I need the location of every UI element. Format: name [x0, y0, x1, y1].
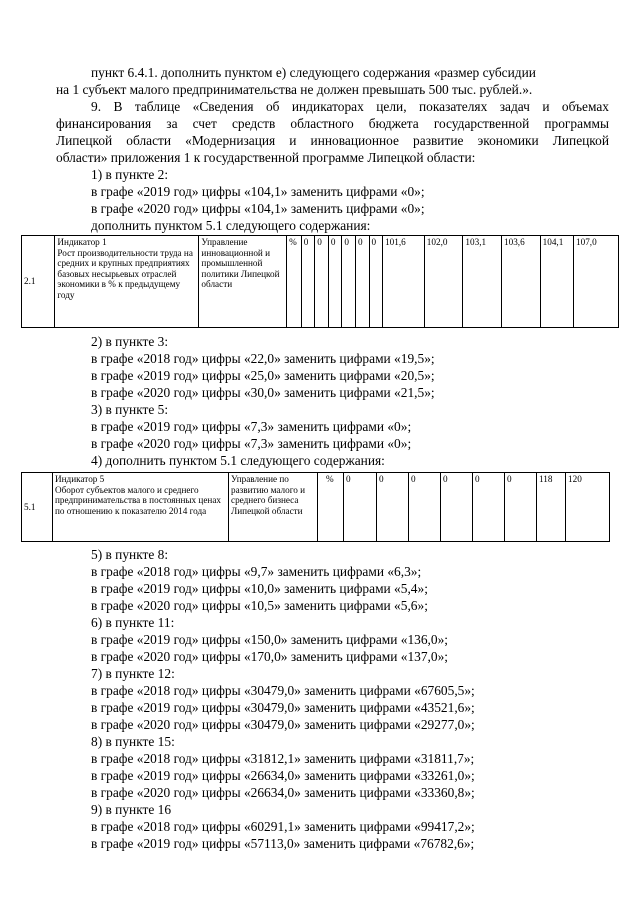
table-cell: Индикатор 1 Рост производительности труда на средних и крупных предприятиях базовых несырьевых отраслей экономики в % к предыдущему году — [55, 236, 199, 328]
table-cell: 103,6 — [502, 236, 541, 328]
table-cell: Управление инновационной и промышленной политики Липецкой области — [199, 236, 287, 328]
table-cell: Управление по развитию малого и среднего бизнеса Липецкой области — [229, 473, 318, 542]
text-line: финансирования за счет средств областного бюджета государственной программы — [56, 116, 609, 131]
text-line: 2) в пункте 3: — [91, 334, 169, 349]
table-cell: 0 — [301, 236, 315, 328]
table-cell: 118 — [537, 473, 566, 542]
text-line: в графе «2019 год» цифры «150,0» заменить цифрами «136,0»; — [91, 632, 448, 647]
text-line: Липецкой области «Модернизация и инновационное развитие экономики Липецкой — [56, 133, 609, 148]
text-line: в графе «2019 год» цифры «30479,0» заменить цифрами «43521,6»; — [91, 700, 475, 715]
text-line: в графе «2020 год» цифры «170,0» заменить цифрами «137,0»; — [91, 649, 448, 664]
table-cell: % — [287, 236, 302, 328]
text-line: в графе «2018 год» цифры «30479,0» заменить цифрами «67605,5»; — [91, 683, 475, 698]
table-cell: 0 — [441, 473, 473, 542]
table-cell: 0 — [409, 473, 441, 542]
text-line: в графе «2019 год» цифры «25,0» заменить цифрами «20,5»; — [91, 368, 435, 383]
table-cell: 0 — [355, 236, 369, 328]
text-line: в графе «2018 год» цифры «9,7» заменить цифрами «6,3»; — [91, 564, 422, 579]
text-line: в графе «2018 год» цифры «22,0» заменить цифрами «19,5»; — [91, 351, 435, 366]
table-cell: 104,1 — [540, 236, 573, 328]
text-line: 8) в пункте 15: — [91, 734, 175, 749]
indicator-table-1 — [21, 235, 619, 328]
table-cell: 2.1 — [22, 236, 55, 328]
table-row — [22, 473, 610, 542]
table-cell: 103,1 — [463, 236, 502, 328]
text-line: области» приложения 1 к государственной программе Липецкой области: — [56, 150, 476, 165]
table-cell: 101,6 — [383, 236, 425, 328]
table-cell: 0 — [377, 473, 409, 542]
indicator-table-2 — [21, 472, 610, 542]
text-line: 7) в пункте 12: — [91, 666, 175, 681]
text-line: в графе «2018 год» цифры «60291,1» заменить цифрами «99417,2»; — [91, 819, 475, 834]
text-line: в графе «2020 год» цифры «30479,0» заменить цифрами «29277,0»; — [91, 717, 475, 732]
text-line: в графе «2020 год» цифры «10,5» заменить цифрами «5,6»; — [91, 598, 428, 613]
text-line: в графе «2020 год» цифры «7,3» заменить цифрами «0»; — [91, 436, 412, 451]
table-cell: 0 — [328, 236, 342, 328]
text-line: дополнить пунктом 5.1 следующего содержания: — [91, 218, 371, 233]
table-cell: 5.1 — [22, 473, 53, 542]
table-cell: 0 — [344, 473, 377, 542]
text-line: в графе «2019 год» цифры «104,1» заменить цифрами «0»; — [91, 184, 425, 199]
text-line: 3) в пункте 5: — [91, 402, 169, 417]
table-cell: 102,0 — [424, 236, 463, 328]
table-cell: 0 — [473, 473, 505, 542]
text-line: в графе «2019 год» цифры «7,3» заменить цифрами «0»; — [91, 419, 412, 434]
text-line: 9. В таблице «Сведения об индикаторах цели, показателях задач и объемах — [91, 99, 609, 114]
table-cell: % — [318, 473, 344, 542]
text-line: 6) в пункте 11: — [91, 615, 175, 630]
text-line: в графе «2019 год» цифры «26634,0» заменить цифрами «33261,0»; — [91, 768, 475, 783]
table-cell: 0 — [369, 236, 383, 328]
text-line: в графе «2020 год» цифры «30,0» заменить цифрами «21,5»; — [91, 385, 435, 400]
text-line: в графе «2020 год» цифры «104,1» заменить цифрами «0»; — [91, 201, 425, 216]
text-line: 9) в пункте 16 — [91, 802, 172, 817]
table-cell: 107,0 — [574, 236, 619, 328]
table-cell: 0 — [505, 473, 537, 542]
text-line: пункт 6.4.1. дополнить пунктом е) следующего содержания «размер субсидии — [91, 65, 536, 80]
text-line: в графе «2019 год» цифры «57113,0» заменить цифрами «76782,6»; — [91, 836, 475, 851]
text-line: 1) в пункте 2: — [91, 167, 169, 182]
table-row — [22, 236, 619, 328]
text-line: в графе «2019 год» цифры «10,0» заменить цифрами «5,4»; — [91, 581, 428, 596]
table-cell: Индикатор 5 Оборот субъектов малого и среднего предпринимательства в постоянных ценах по отношению к показателю 2014 года — [53, 473, 229, 542]
table-cell: 0 — [342, 236, 356, 328]
text-line: в графе «2020 год» цифры «26634,0» заменить цифрами «33360,8»; — [91, 785, 475, 800]
table-cell: 0 — [315, 236, 329, 328]
text-line: на 1 субъект малого предпринимательства не должен превышать 500 тыс. рублей.». — [56, 82, 533, 97]
text-line: в графе «2018 год» цифры «31812,1» заменить цифрами «31811,7»; — [91, 751, 475, 766]
text-line: 4) дополнить пунктом 5.1 следующего содержания: — [91, 453, 385, 468]
text-line: 5) в пункте 8: — [91, 547, 169, 562]
table-cell: 120 — [566, 473, 610, 542]
